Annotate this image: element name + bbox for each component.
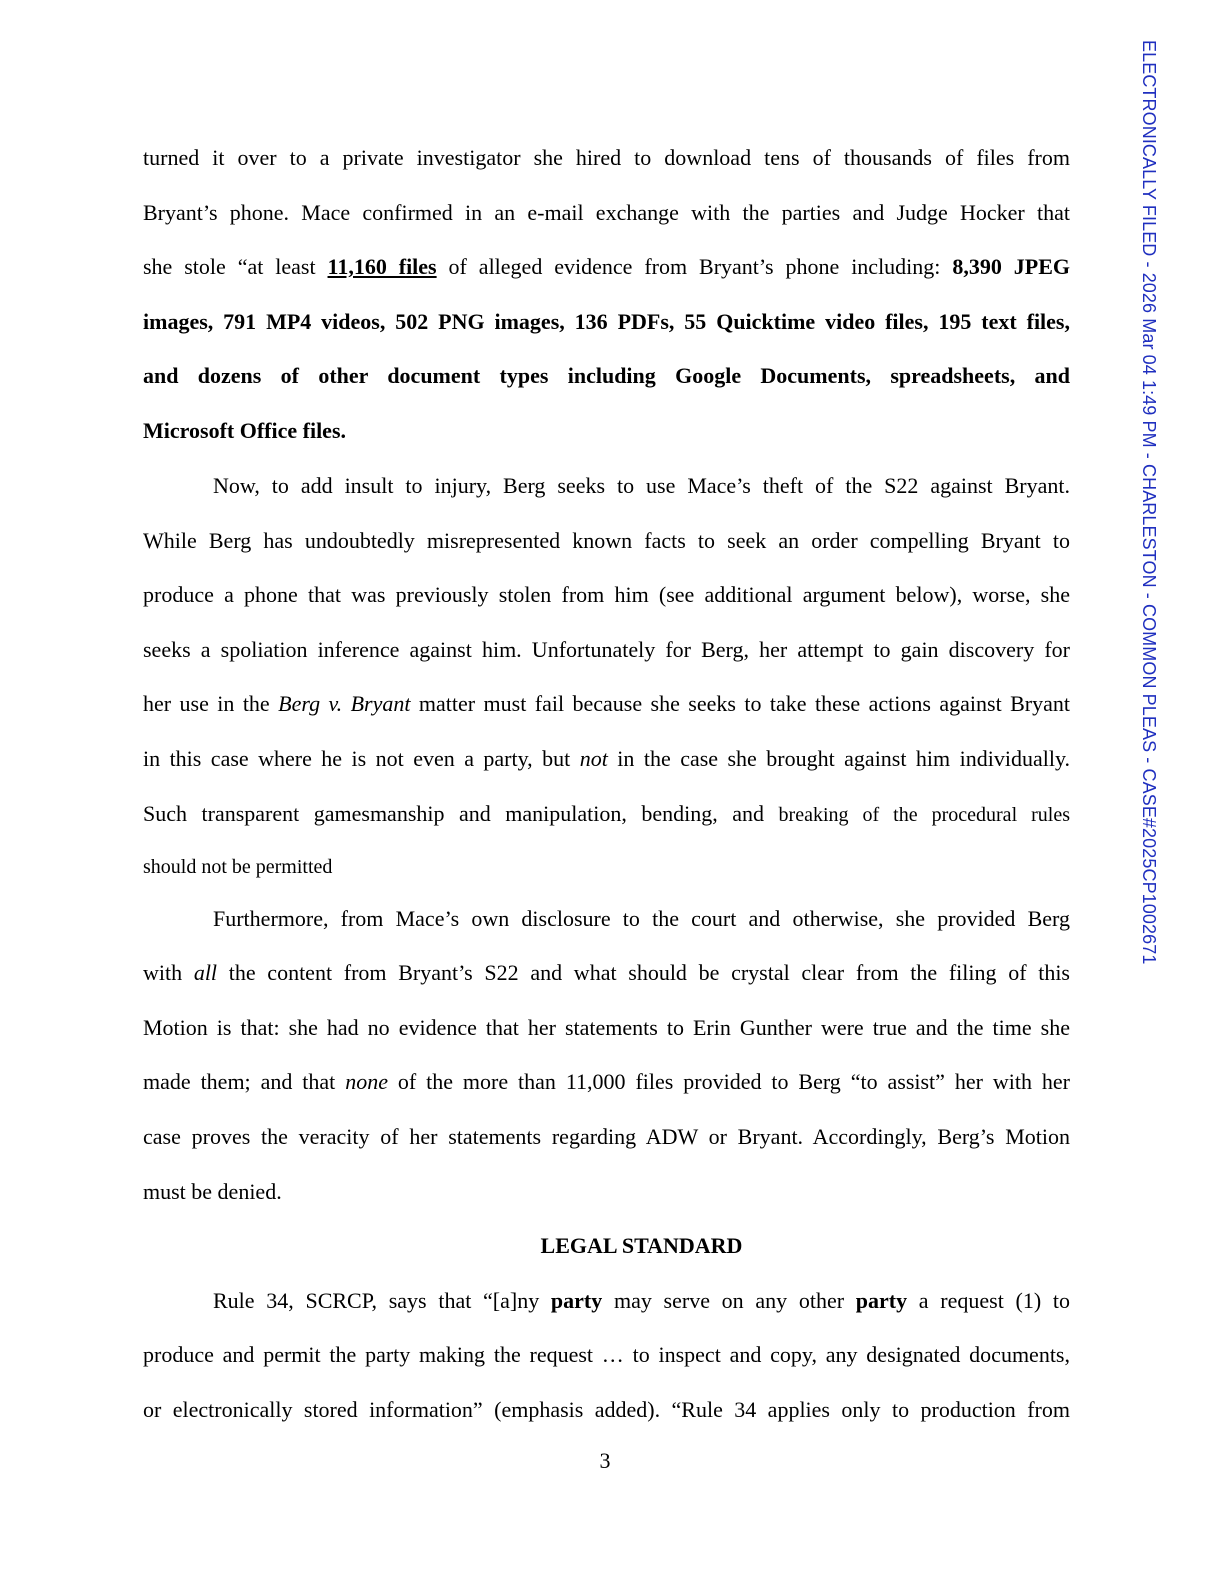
- text-run: of alleged evidence from Bryant’s phone including:: [436, 254, 953, 279]
- small-text-run: breaking of the procedural rules: [778, 804, 1071, 826]
- text-line: [143, 959, 1070, 987]
- text-run: a request (1) to: [907, 1288, 1070, 1313]
- text-line: turned it over to a private investigator she hired to download tens of thousands of files from: [143, 145, 1070, 170]
- bold-run: party: [855, 1288, 908, 1313]
- text-line: must be denied.: [143, 1179, 282, 1204]
- text-line: should not be permitted: [143, 856, 333, 878]
- electronic-filing-stamp: ELECTRONICALLY FILED - 2026 Mar 04 1:49 PM - CHARLESTON - COMMON PLEAS - CASE#2025CP1002671: [1139, 40, 1159, 965]
- section-heading: LEGAL STANDARD: [540, 1233, 743, 1258]
- page-number: 3: [599, 1448, 611, 1473]
- text-line: Motion is that: she had no evidence that her statements to Erin Gunther were true and the time she: [143, 1015, 1070, 1040]
- italic-run: none: [345, 1069, 388, 1094]
- text-line: [143, 690, 1070, 718]
- text-line: Furthermore, from Mace’s own disclosure to the court and otherwise, she provided Berg: [213, 906, 1070, 931]
- text-line: seeks a spoliation inference against him. Unfortunately for Berg, her attempt to gain discovery for: [143, 637, 1070, 662]
- text-line: [143, 253, 1070, 281]
- text-run: may serve on any other: [602, 1288, 856, 1313]
- text-run: in this case where he is not even a party, but: [143, 746, 580, 771]
- case-name: Berg v. Bryant: [278, 691, 411, 716]
- text-line: case proves the veracity of her statements regarding ADW or Bryant. Accordingly, Berg’s Motion: [143, 1124, 1070, 1149]
- text-run: of the more than 11,000 files provided to Berg “to assist” her with her: [387, 1069, 1070, 1094]
- text-line: Now, to add insult to injury, Berg seeks to use Mace’s theft of the S22 against Bryant.: [213, 473, 1070, 498]
- text-line: [143, 1068, 1070, 1096]
- text-run: she stole “at least: [143, 254, 328, 279]
- text-line: or electronically stored information” (emphasis added). “Rule 34 applies only to production from: [143, 1397, 1070, 1422]
- text-line: [213, 1287, 1070, 1315]
- text-line: produce and permit the party making the request … to inspect and copy, any designated documents,: [143, 1342, 1070, 1367]
- italic-run: not: [579, 746, 608, 771]
- bold-run: party: [550, 1288, 603, 1313]
- text-run: matter must fail because she seeks to take these actions against Bryant: [410, 691, 1071, 716]
- text-line: Bryant’s phone. Mace confirmed in an e-mail exchange with the parties and Judge Hocker that: [143, 200, 1070, 225]
- text-line: Microsoft Office files.: [143, 418, 347, 443]
- text-run: Such transparent gamesmanship and manipulation, bending, and: [143, 801, 779, 826]
- emphasized-count: 11,160 files: [327, 254, 437, 279]
- text-line: [143, 800, 1070, 829]
- text-run: Rule 34, SCRCP, says that “[a]ny: [213, 1288, 551, 1313]
- bold-run: 8,390 JPEG: [952, 254, 1070, 279]
- text-run: made them; and that: [143, 1069, 346, 1094]
- text-line: and dozens of other document types including Google Documents, spreadsheets, and: [143, 363, 1070, 388]
- text-run: with: [143, 960, 194, 985]
- text-run: in the case she brought against him individually.: [607, 746, 1071, 771]
- text-run: her use in the: [143, 691, 279, 716]
- text-line: images, 791 MP4 videos, 502 PNG images, 136 PDFs, 55 Quicktime video files, 195 text files,: [143, 309, 1070, 334]
- text-run: the content from Bryant’s S22 and what should be crystal clear from the filing of this: [217, 960, 1070, 985]
- italic-run: all: [193, 960, 218, 985]
- text-line: produce a phone that was previously stolen from him (see additional argument below), worse, she: [143, 582, 1070, 607]
- text-line: While Berg has undoubtedly misrepresented known facts to seek an order compelling Bryant to: [143, 528, 1070, 553]
- text-line: [143, 745, 1070, 773]
